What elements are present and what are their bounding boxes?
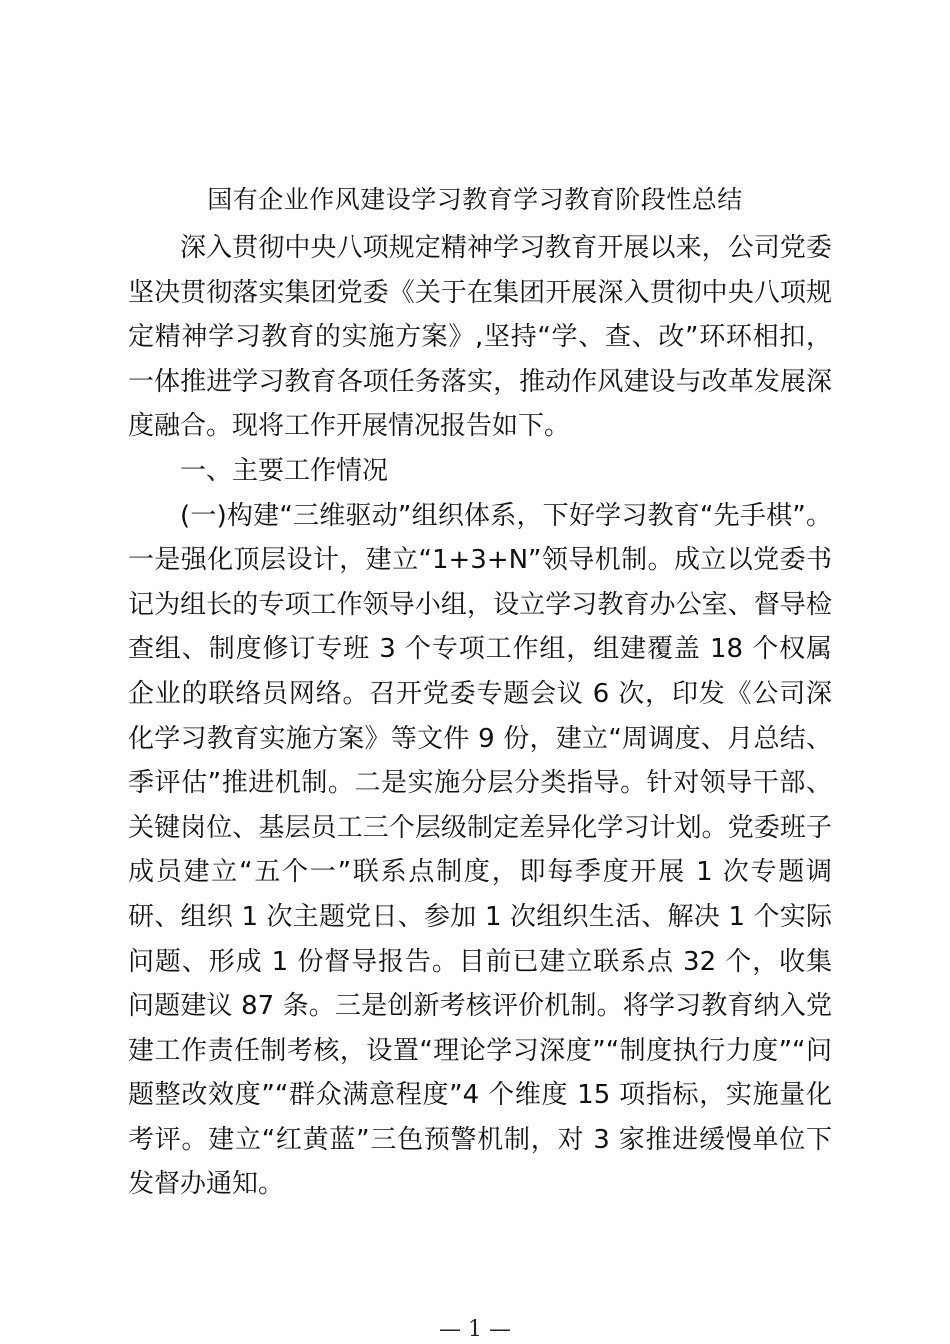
body-paragraph: (一)构建“三维驱动”组织体系，下好学习教育“先手棋”。一是强化顶层设计，建立“1+3+N”领导机制。成立以党委书记为组长的专项工作领导小组，设立学习教育办公室、督导检查组、制度修订专班 3 个专项工作组，组建覆盖 18 个权属企业的联络员网络。召开党委专题会议 6 次，印发《公司深化学习教育实施方案》等文件 9 份，建立“周调度、月总结、季评估”推进机制。二是实施分层分类指导。针对领导干部、关键岗位、基层员工三个层级制定差异化学习计划。党委班子成员建立“五个一”联系点制度，即每季度开展 1 次专题调研、组织 1 次主题党日、参加 1 次组织生活、解决 1 个实际问题、形成 1 份督导报告。目前已建立联系点 32 个，收集问题建议 87 条。三是创新考核评价机制。将学习教育纳入党建工作责任制考核，设置“理论学习深度”“制度执行力度”“问题整改效度”“群众满意程度”4 个维度 15 项指标，实施量化考评。建立“红黄蓝”三色预警机制，对 3 家推进缓慢单位下发督办通知。	[128, 500, 832, 1200]
section-heading: 一、主要工作情况	[180, 455, 389, 486]
document-body	[128, 226, 832, 1207]
intro-paragraph: 深入贯彻中央八项规定精神学习教育开展以来，公司党委坚决贯彻落实集团党委《关于在集团开展深入贯彻中央八项规定精神学习教育的实施方案》,坚持“学、查、改”环环相扣，一体推进学习教育各项任务落实，推动作风建设与改革发展深度融合。现将工作开展情况报告如下。	[128, 233, 832, 442]
page-number: — 1 —	[439, 1317, 511, 1342]
document-title: 国有企业作风建设学习教育学习教育阶段性总结	[207, 185, 743, 214]
